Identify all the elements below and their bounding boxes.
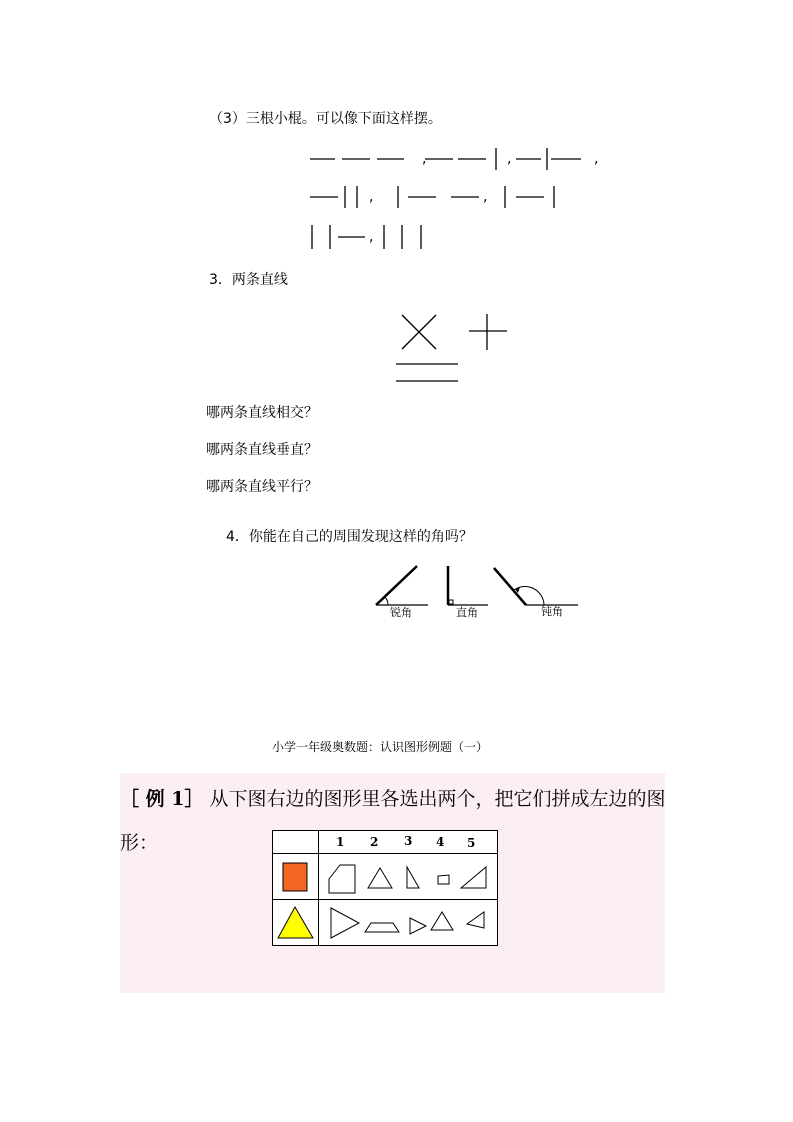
lines-heading: 3．两条直线 <box>209 272 288 288</box>
example-text-line1: 从下图右边的图形里各选出两个，把它们拼成左边的图 <box>203 788 666 810</box>
example-text-line2: 形： <box>120 832 159 854</box>
separator-comma: , <box>422 151 427 167</box>
piece-trapezoid-1 <box>329 865 355 893</box>
shape-table <box>272 830 498 946</box>
piece-trapezoid-2 <box>365 923 399 932</box>
column-number: 3 <box>404 834 413 848</box>
piece-triangle-5 <box>467 912 484 928</box>
page-title: 小学一年级奥数题：认识图形例题（一） <box>272 740 489 754</box>
target-square <box>283 863 307 891</box>
column-number: 1 <box>336 835 345 849</box>
piece-triangle-5 <box>461 867 486 888</box>
acute-angle-label: 锐角 <box>390 606 412 619</box>
piece-triangle-4 <box>431 912 453 930</box>
target-triangle <box>278 907 313 938</box>
obtuse-angle-label: 钝角 <box>541 605 563 618</box>
piece-triangle-3 <box>407 867 419 888</box>
two-lines-figure <box>390 308 520 388</box>
piece-triangle-3 <box>410 918 426 934</box>
separator-comma: , <box>369 229 374 245</box>
question-parallel: 哪两条直线平行？ <box>206 479 318 495</box>
separator-comma: , <box>507 151 512 167</box>
right-angle-mark <box>449 600 453 604</box>
acute-angle-arm <box>376 566 417 605</box>
acute-angle-arc <box>385 597 388 605</box>
sticks-heading: （3）三根小棍。可以像下面这样摆。 <box>209 111 442 127</box>
column-number: 4 <box>436 835 445 849</box>
column-number: 5 <box>467 836 476 850</box>
angles-heading: 4．你能在自己的周围发现这样的角吗？ <box>226 529 473 545</box>
table-shapes <box>273 831 497 945</box>
example-tag: ［ 例 1］ <box>120 788 204 810</box>
question-perpendicular: 哪两条直线垂直？ <box>206 442 318 458</box>
piece-quad-4 <box>438 875 449 884</box>
separator-comma: , <box>369 189 374 205</box>
separator-comma: , <box>594 151 599 167</box>
question-intersect: 哪两条直线相交？ <box>206 405 318 421</box>
separator-comma: , <box>483 189 488 205</box>
example-statement <box>120 786 666 812</box>
right-angle-label: 直角 <box>456 606 478 619</box>
column-number: 2 <box>370 835 379 849</box>
piece-triangle-1 <box>331 908 359 938</box>
stick-arrangements-figure <box>300 145 610 260</box>
piece-triangle-2 <box>368 868 392 888</box>
